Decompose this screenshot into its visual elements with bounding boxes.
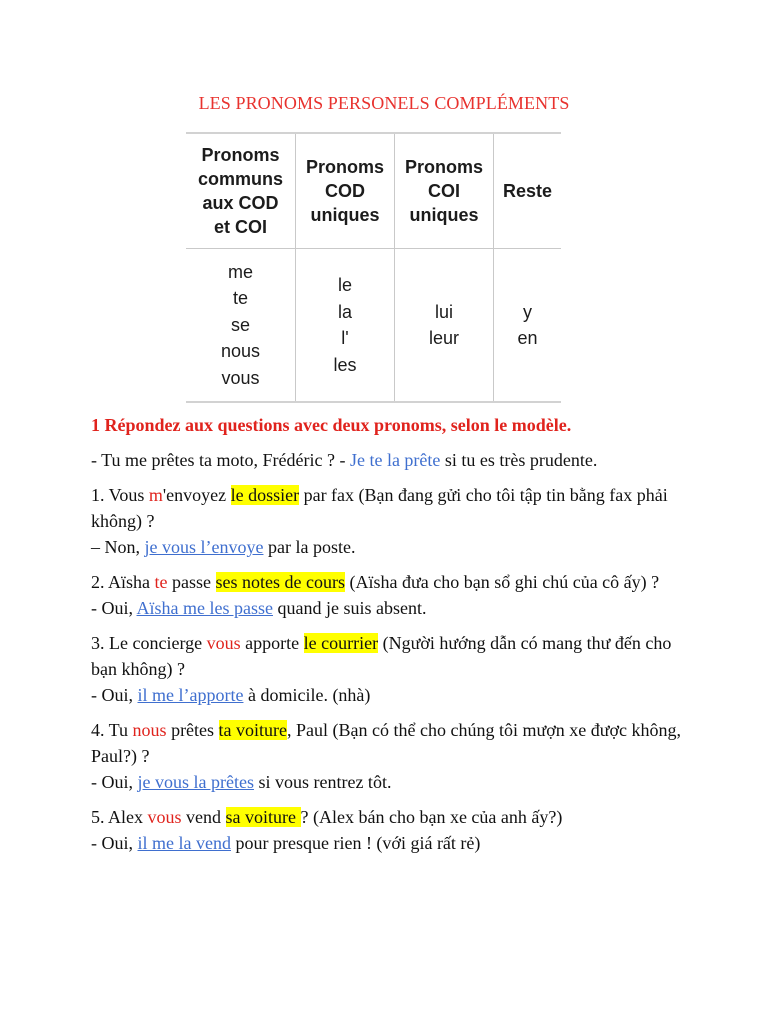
question-text: apporte xyxy=(240,633,304,653)
exercise-1 xyxy=(91,482,681,560)
header-line: aux COD xyxy=(202,193,279,213)
header-line: uniques xyxy=(409,205,479,225)
cell-cod xyxy=(296,249,395,403)
answer-link[interactable]: je vous la prêtes xyxy=(137,772,254,792)
question-text: passe xyxy=(167,572,216,592)
header-cod xyxy=(296,133,395,249)
header-line: Pronoms xyxy=(305,157,384,177)
question-text: prêtes xyxy=(166,720,219,740)
pronoun-red: m xyxy=(148,485,163,505)
header-line: communs xyxy=(197,169,284,189)
answer-text: - Oui, xyxy=(91,685,138,705)
header-reste xyxy=(494,133,562,249)
pronoun: le xyxy=(337,275,352,295)
pronoun: nous xyxy=(220,341,261,362)
answer-text: - Oui, xyxy=(91,833,138,853)
answer-text: quand je suis absent. xyxy=(272,598,427,618)
highlighted-complement: ta voiture xyxy=(218,720,288,740)
exercise-2 xyxy=(91,569,681,621)
exercise-5 xyxy=(91,804,681,856)
model-example xyxy=(91,447,681,473)
highlighted-complement: le dossier xyxy=(230,485,300,505)
pronoun: en xyxy=(517,328,538,348)
page-title: LES PRONOMS PERSONELS COMPLÉMENTS xyxy=(198,93,570,113)
pronoun-red: vous xyxy=(147,807,182,827)
question-text: 'envoyez xyxy=(162,485,231,505)
answer-text: - Oui, xyxy=(91,598,137,618)
pronoun: me xyxy=(227,261,253,282)
model-question: - Tu me prêtes ta moto, Frédéric ? - xyxy=(91,450,350,470)
pronoun: y xyxy=(523,301,532,322)
model-answer: Je te la prête xyxy=(349,450,441,470)
table-row xyxy=(186,249,561,403)
header-coi xyxy=(395,133,494,249)
answer-link[interactable]: Aïsha me les passe xyxy=(136,598,273,618)
pronoun-red: te xyxy=(154,572,168,592)
model-rest: si tu es très prudente. xyxy=(440,450,598,470)
pronoun: se xyxy=(230,314,250,335)
pronoun: vous xyxy=(221,367,260,388)
question-text: par fax (Bạn đang gửi cho tôi tập tin bằng fax phải không) ? xyxy=(91,485,668,531)
highlighted-complement: le courrier xyxy=(303,633,379,653)
question-text: 4. Tu xyxy=(91,720,133,740)
answer-link[interactable]: je vous l’envoye xyxy=(144,537,264,557)
highlighted-complement: ses notes de cours xyxy=(215,572,345,592)
answer-link[interactable]: il me la vend xyxy=(137,833,231,853)
question-text: 2. Aïsha xyxy=(91,572,155,592)
answer-link[interactable]: il me l’apporte xyxy=(137,685,244,705)
header-line: et COI xyxy=(213,217,267,237)
exercise-3 xyxy=(91,630,681,708)
answer-text: si vous rentrez tôt. xyxy=(253,772,392,792)
question-text: , Paul (Bạn có thể cho chúng tôi mượn xe được không, Paul?) ? xyxy=(91,720,682,766)
header-line: COD xyxy=(325,181,365,201)
header-line: Reste xyxy=(502,181,553,201)
pronoun: les xyxy=(333,354,357,375)
header-communs xyxy=(186,133,296,249)
cell-reste xyxy=(494,249,562,403)
answer-text: à domicile. (nhà) xyxy=(243,685,371,705)
exercise-4 xyxy=(91,717,681,795)
highlighted-complement: sa voiture xyxy=(225,807,301,827)
pronoun: lui xyxy=(434,301,453,322)
cell-communs xyxy=(186,249,296,403)
pronoun: l' xyxy=(341,328,349,348)
cell-coi xyxy=(395,249,494,403)
pronoun: la xyxy=(337,301,352,322)
header-line: COI xyxy=(427,181,460,201)
pronoun-table xyxy=(186,132,561,403)
pronoun-red: nous xyxy=(132,720,167,740)
answer-text: pour presque rien ! (với giá rất rẻ) xyxy=(230,833,481,853)
answer-text: – Non, xyxy=(91,537,145,557)
instruction: 1 Répondez aux questions avec deux pronoms, selon le modèle. xyxy=(91,415,572,435)
pronoun-red: vous xyxy=(206,633,241,653)
question-text: (Aïsha đưa cho bạn sổ ghi chú của cô ấy) ? xyxy=(345,572,660,592)
question-text: 1. Vous xyxy=(91,485,149,505)
answer-text: - Oui, xyxy=(91,772,138,792)
question-text: 3. Le concierge xyxy=(91,633,207,653)
question-text: ? (Alex bán cho bạn xe của anh ấy?) xyxy=(300,807,563,827)
header-line: Pronoms xyxy=(201,145,280,165)
header-line: Pronoms xyxy=(404,157,483,177)
exercise-content xyxy=(91,412,681,865)
pronoun: leur xyxy=(428,328,459,348)
pronoun: te xyxy=(232,288,248,309)
question-text: (Người hướng dẫn có mang thư đến cho bạn không) ? xyxy=(91,633,672,679)
question-text: vend xyxy=(181,807,226,827)
header-line: uniques xyxy=(310,205,380,225)
answer-text: par la poste. xyxy=(263,537,356,557)
table-header-row xyxy=(186,133,561,249)
question-text: 5. Alex xyxy=(91,807,148,827)
